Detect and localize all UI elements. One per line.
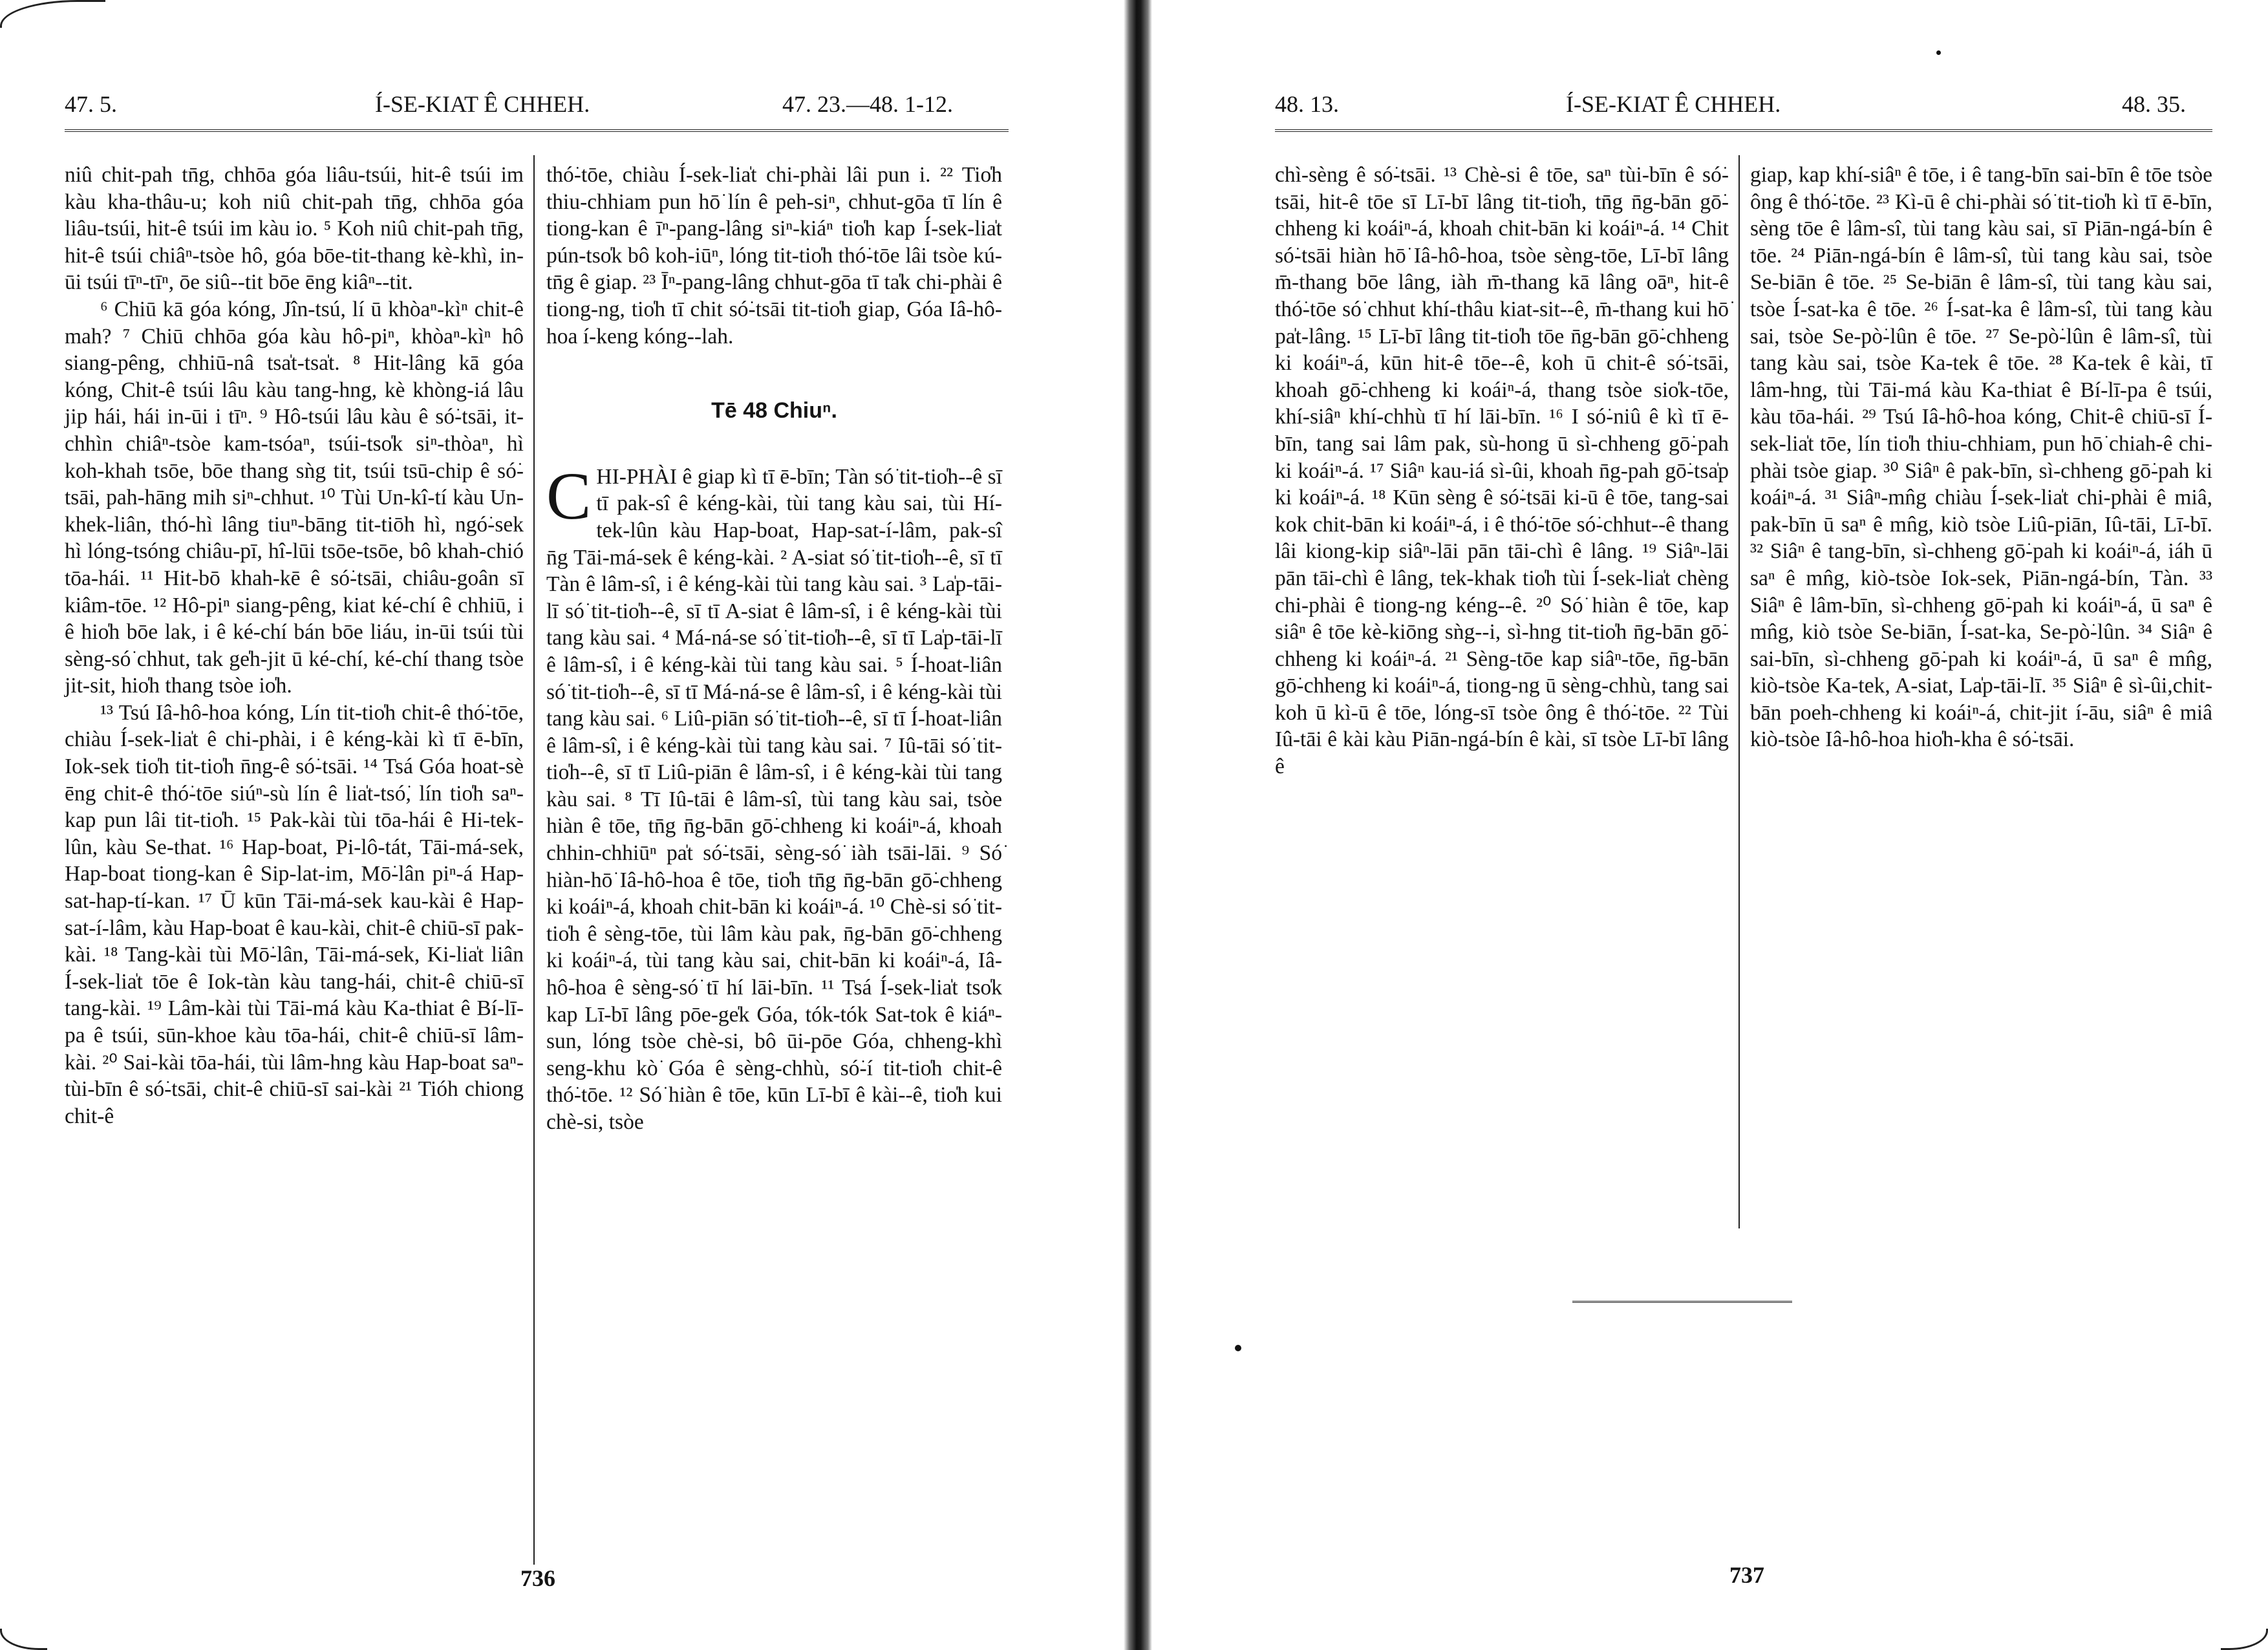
left-column-1 xyxy=(65,162,524,1130)
header-ref-left: 47. 5. xyxy=(65,91,117,117)
left-column-2 xyxy=(546,162,1002,1136)
chapter-text: HI-PHÀI ê giap kì tī ē-bīn; Tàn só͘ tit-tio̍h--ê sī tī pak-sî ê kéng-kài, tùi tang kàu sai, tùi Hí-tek-lûn kàu Hap-boat, Hap-sat-í-lâm, pak-sî n̄g Tāi-má-sek ê kéng-kài. ² A-siat só͘ tit-tio̍h--ê, sī tī Tàn ê lâm-sî, i ê kéng-kài tùi tang kàu sai. ³ La̍p-tāi-lī só͘ tit-tio̍h--ê, sī tī A-siat ê lâm-sî, i ê kéng-kài tùi tang kàu sai. ⁴ Má-ná-se só͘ tit-tio̍h--ê, sī tī La̍p-tāi-lī ê lâm-sî, i ê kéng-kài tùi tang kàu sai. ⁵ Í-hoat-liân só͘ tit-tio̍h--ê, sī tī Má-ná-se ê lâm-sî, i ê kéng-kài tùi tang kàu sai. ⁶ Liû-piān só͘ tit-tio̍h--ê, sī tī Í-hoat-liân ê lâm-sî, i ê kéng-kài tùi tang kàu sai. ⁷ Iû-tāi só͘ tit-tio̍h--ê, sī tī Liû-piān ê lâm-sî, i ê kéng-kài tùi tang kàu sai. ⁸ Tī Iû-tāi ê lâm-sî, tùi tang kàu sai, tsòe hiàn ê tōe, tn̄g n̄g-bān gō͘-chheng ki koáiⁿ-á, khoah chhin-chhiūⁿ pa̍t só͘-tsāi, sèng-só͘ iàh tsāi-lāi. ⁹ Só͘ hiàn-hō͘ Iâ-hô-hoa ê tōe, tio̍h tn̄g n̄g-bān gō͘-chheng ki koáiⁿ-á, khoah chit-bān ki koáiⁿ-á. ¹⁰ Chè-si só͘ tit-tio̍h ê sèng-tōe, tùi lâm kàu pak, n̄g-bān gō͘-chheng ki koáiⁿ-á, tùi tang kàu sai, chit-bān ki koáiⁿ-á, Iâ-hô-hoa ê sèng-só͘ tī hí lāi-bīn. ¹¹ Tsá Í-sek-lia̍t tso̍k kap Lī-bī lâng pōe-ge̍k Góa, tók-tók Sat-tok ê kiáⁿ-sun, lóng tsòe chè-si, bô ūi-pōe Góa, chheng-khì seng-khu kò͘ Góa ê sèng-chhù, só͘-í tit-tio̍h chit-ê thó͘-tōe. ¹² Só͘ hiàn ê tōe, kūn Lī-bī ê kài--ê, tio̍h kui chè-si, tsòe xyxy=(546,464,1002,1134)
column-divider xyxy=(1738,155,1740,1228)
header-ref-left: 48. 13. xyxy=(1275,91,1339,117)
header-rule xyxy=(1275,129,2212,132)
paragraph: ¹³ Tsú Iâ-hô-hoa kóng, Lín tit-tio̍h chit-ê thó͘-tōe, chiàu Í-sek-lia̍t ê chi-phài, i ê kéng-kài kì tī ē-bīn, Iok-sek tio̍h tit-tio̍h n̄ng-ê só͘-tsāi. ¹⁴ Tsá Góa hoat-sè ēng chit-ê thó͘-tōe siúⁿ-sù lín ê lia̍t-tsó͘, lín tio̍h saⁿ-kap pun lâi tit-tio̍h. ¹⁵ Pak-kài tùi tōa-hái ê Hi-tek-lûn, kàu Se-that. ¹⁶ Hap-boat, Pi-lô-tát, Tāi-má-sek, Hap-boat tiong-kan ê Sip-lat-im, Mō͘-lân piⁿ-á Hap-sat-hap-tí-kan. ¹⁷ Ū kūn Tāi-má-sek kau-kài ê Hap-sat-í-lâm, kàu Hap-boat ê kau-kài, chit-ê chiū-sī pak-kài. ¹⁸ Tang-kài tùi Mō͘-lân, Tāi-má-sek, Ki-lia̍t liân Í-sek-lia̍t tōe ê Iok-tàn kàu tang-hái, chit-ê chiū-sī tang-kài. ¹⁹ Lâm-kài tùi Tāi-má kàu Ka-thiat ê Bí-lī-pa ê tsúi, sūn-khoe kàu tōa-hái, chit-ê chiū-sī lâm-kài. ²⁰ Sai-kài tōa-hái, tùi lâm-hng kàu Hap-boat saⁿ-tùi-bīn ê só͘-tsāi, chit-ê chiū-sī sai-kài ²¹ Tióh chiong chit-ê xyxy=(65,700,524,1128)
header-title: Í-SE-KIAT Ê CHHEH. xyxy=(375,91,590,117)
column-divider xyxy=(533,155,535,1565)
right-page xyxy=(1152,0,2268,1650)
left-page xyxy=(0,0,1124,1650)
paragraph: thó͘-tōe, chiàu Í-sek-lia̍t chi-phài lâi pun i. ²² Tio̍h thiu-chhiam pun hō͘ lín ê peh-siⁿ, chhut-gōa tī lín ê tiong-kan ê īⁿ-pang-lâng siⁿ-kiáⁿ tio̍h kap Í-sek-lia̍t pún-tso̍k bô koh-iūⁿ, lóng tit-tio̍h thó͘-tōe lâi tsòe kú-tn̄g ê giap. ²³ Īⁿ-pang-lâng chhut-gōa tī ta̍k chi-phài ê tiong-ng, tio̍h tī chit só͘-tsāi tit-tio̍h giap, Góa Iâ-hô-hoa í-keng kóng--lah. xyxy=(546,163,1002,348)
drop-cap: C xyxy=(546,458,592,533)
header-ref-right: 47. 23.—48. 1-12. xyxy=(782,91,953,117)
chapter-heading: Tē 48 Chiuⁿ. xyxy=(711,398,837,423)
page-number: 737 xyxy=(1729,1562,1764,1588)
right-column-1 xyxy=(1275,162,1729,780)
paragraph xyxy=(546,458,1002,1136)
header-rule xyxy=(65,129,1009,132)
right-column-2 xyxy=(1750,162,2212,753)
paragraph: chì-sèng ê só͘-tsāi. ¹³ Chè-si ê tōe, saⁿ tùi-bīn ê só͘-tsāi, hit-ê tōe sī Lī-bī lâng tit-tio̍h, tn̄g n̄g-bān gō͘-chheng ki koáiⁿ-á, khoah chit-bān ki koáiⁿ-á. ¹⁴ Chit só͘-tsāi hiàn hō͘ Iâ-hô-hoa, tsòe sèng-tōe, Lī-bī lâng m̄-thang bōe lâng, iàh m̄-thang kā lâng oāⁿ, hit-ê thó͘-tōe só͘ chhut khí-thâu kiat-sit--ê, m̄-thang kui hō͘ pa̍t-lâng. ¹⁵ Lī-bī lâng tit-tio̍h tōe n̄g-bān gō͘-chheng ki koáiⁿ-á, kūn hit-ê tōe--ê, koh ū chit-ê só͘-tsāi, khoah gō͘-chheng ki koáiⁿ-á, thang tsòe sio̍k-tōe, khí-siâⁿ khí-chhù tī hí lāi-bīn. ¹⁶ I só͘-niû ê kì tī ē-bīn, tang sai lâm pak, sù-hong ū sì-chheng gō͘-pah ki koáiⁿ-á. ¹⁷ Siâⁿ kau-iá sì-ûi, khoah n̄g-pah gō͘-tsa̍p ki koáiⁿ-á. ¹⁸ Kūn sèng ê só͘-tsāi ki-ū ê tōe, tang-sai kok chit-bān ki koáiⁿ-á, i ê thó͘-tōe só͘-chhut--ê thang lâi kiong-kip siâⁿ-lāi pān tāi-chì ê lâng. ¹⁹ Siâⁿ-lāi pān tāi-chì ê lâng, tek-khak tio̍h tùi Í-sek-lia̍t chèng chi-phài ê tiong-ng kéng--ê. ²⁰ Só͘ hiàn ê tōe, kap siâⁿ ê tōe kè-kiōng sǹg--i, sì-hng tit-tio̍h n̄g-bān gō͘-chheng ki koáiⁿ-á. ²¹ Sèng-tōe kap siâⁿ-tōe, n̄g-bān gō͘-chheng ki koáiⁿ-á, tiong-ng ū sèng-chhù, tang sai koh ū kì-ū ê tōe, lóng-sī tsòe ông ê thó͘-tōe. ²² Tùi Iû-tāi ê kài kàu Piān-ngá-bín ê kài, sī tsòe Lī-bī lâng ê xyxy=(1275,163,1729,779)
paragraph: ⁶ Chiū kā góa kóng, Jîn-tsú, lí ū khòaⁿ-kìⁿ chit-ê mah? ⁷ Chiū chhōa góa kàu hô-piⁿ, khòaⁿ-kìⁿ hô siang-pêng, chhiū-nâ tsa̍t-tsa̍t. ⁸ Hit-lâng kā góa kóng, Chit-ê tsúi lâu kàu tang-hng, kè khòng-iá lâu jip hái, hái in-ūi i tīⁿ. ⁹ Hô-tsúi lâu kàu ê só͘-tsāi, it-chhìn chiâⁿ-tsòe kam-tsóaⁿ, tsúi-tso̍k siⁿ-thòaⁿ, hì koh-khah tsōe, bōe thang sǹg tit, tsúi tsū-chip ê só͘-tsāi, pah-hāng mih siⁿ-chhut. ¹⁰ Tùi Un-kî-tí kàu Un-khek-liân, thó-hì lâng tiuⁿ-bāng tit-tiōh hì, ngó͘-sek hì lóng-tsóng chiâu-pī, hî-lūi tsōe-tsōe, bô khah-chió tōa-hái. ¹¹ Hit-bō khah-kē ê só͘-tsāi, chiâu-goân sī kiâm-tōe. ¹² Hô-piⁿ siang-pêng, kiat ké-chí ê chhiū, i ê hio̍h bōe lak, i ê ké-chí bán bōe liáu, in-ūi tsúi tùi sèng-só͘ chhut, tak ge̍h-jit ū ké-chí, ké-chí thang tsòe jit-sit, hio̍h thang tsòe io̍h. xyxy=(65,297,524,698)
paragraph: giap, kap khí-siâⁿ ê tōe, i ê tang-bīn sai-bīn ê tōe tsòe ông ê thó͘-tōe. ²³ Kì-ū ê chi-phài só͘ tit-tio̍h kì tī ē-bīn, sèng tōe ê lâm-sî, tùi tang kàu sai, sī Piān-ngá-bín ê tōe. ²⁴ Piān-ngá-bín ê lâm-sî, tùi tang kàu sai, tsòe Se-biān ê tōe. ²⁵ Se-biān ê lâm-sî, tùi tang kàu sai, tsòe Í-sat-ka ê tōe. ²⁶ Í-sat-ka ê lâm-sî, tùi tang kàu sai, tsòe Se-pò͘-lûn ê tōe. ²⁷ Se-pò͘-lûn ê lâm-sî, tùi tang kàu sai, tsòe Ka-tek ê tōe. ²⁸ Ka-tek ê kài, tī lâm-hng, tùi Tāi-má kàu Ka-thiat ê Bí-lī-pa ê tsúi, kàu tōa-hái. ²⁹ Tsú Iâ-hô-hoa kóng, Chit-ê chiū-sī Í-sek-lia̍t tōe, lín tio̍h thiu-chhiam, pun hō͘ chiah-ê chi-phài tsòe giap. ³⁰ Siâⁿ ê pak-bīn, sì-chheng gō͘-pah ki koáiⁿ-á. ³¹ Siâⁿ-mn̂g chiàu Í-sek-lia̍t chi-phài ê miâ, pak-bīn ū saⁿ ê mn̂g, kiò tsòe Liû-piān, Iû-tāi, Lī-bī. ³² Siâⁿ ê tang-bīn, sì-chheng gō͘-pah ki koáiⁿ-á, iáh ū saⁿ ê mn̂g, kiò-tsòe Iok-sek, Piān-ngá-bín, Tàn. ³³ Siâⁿ ê lâm-bīn, sì-chheng gō͘-pah ki koáiⁿ-á, ū saⁿ ê mn̂g, kiò tsòe Se-biān, Í-sat-ka, Se-pò͘-lûn. ³⁴ Siâⁿ ê sai-bīn, sì-chheng gō͘-pah ki koáiⁿ-á, ū saⁿ ê mn̂g, kiò-tsòe Ka-tek, A-siat, La̍p-tāi-lī. ³⁵ Siâⁿ ê sì-ûi,chit-bān poeh-chheng ki koáiⁿ-á, chit-jit í-āu, siâⁿ ê miâ kiò-tsòe Iâ-hô-hoa hio̍h-kha ê só͘-tsāi. xyxy=(1750,163,2212,752)
paragraph: niû chit-pah tn̄g, chhōa góa liâu-tsúi, hit-ê tsúi im kàu kha-thâu-u; koh niû chit-pah tn̄g, chhōa góa liâu-tsúi, hit-ê tsúi im kàu io. ⁵ Koh niû chit-pah tn̄g, hit-ê tsúi chiâⁿ-tsòe hô, góa bōe-tit-thang kè-khì, in-ūi tsúi tīⁿ-tīⁿ, ōe siû--tit bōe ēng kiâⁿ--tit. xyxy=(65,163,524,295)
end-of-book-rule xyxy=(1572,1301,1792,1303)
header-title: Í-SE-KIAT Ê CHHEH. xyxy=(1566,91,1781,117)
header-ref-right: 48. 35. xyxy=(2122,91,2186,117)
page-number: 736 xyxy=(520,1565,555,1591)
running-header xyxy=(1275,91,2212,129)
book-spine xyxy=(1124,0,1152,1650)
running-header xyxy=(65,91,1009,129)
